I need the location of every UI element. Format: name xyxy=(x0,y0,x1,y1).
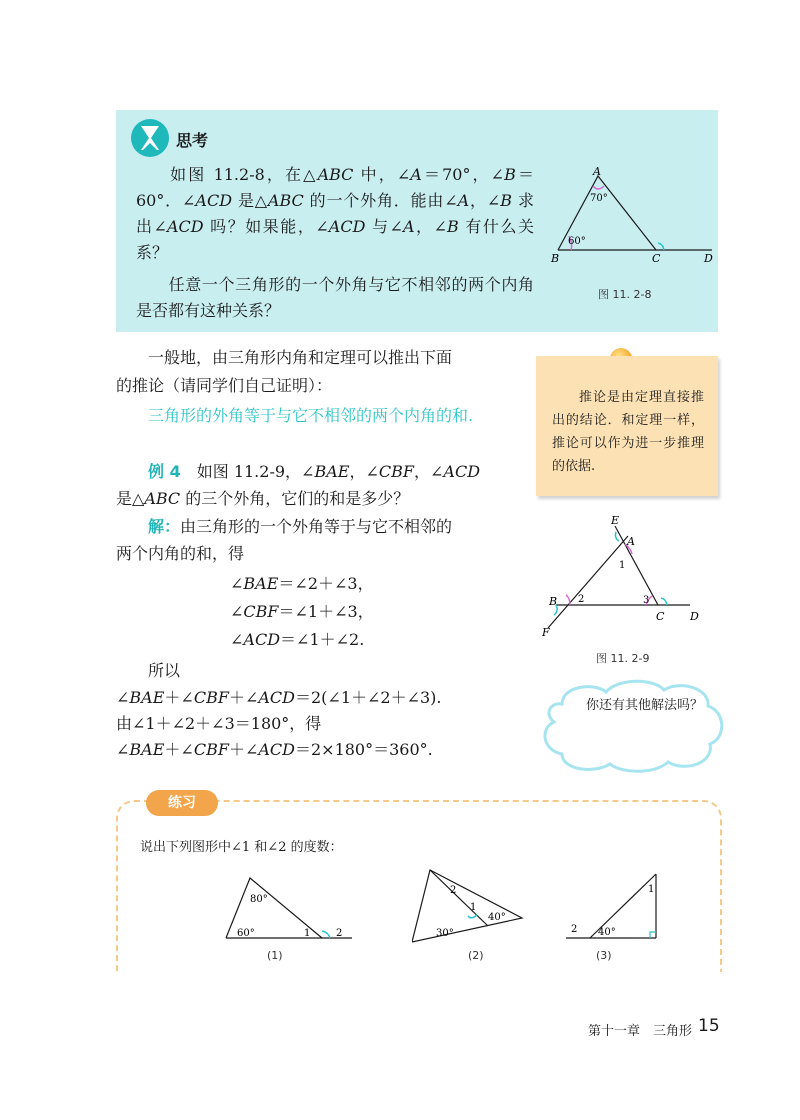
fig8-label-b: B xyxy=(551,252,560,265)
pf3-caption: (3) xyxy=(596,949,612,962)
hourglass-icon xyxy=(130,118,170,158)
thought-cloud xyxy=(532,676,728,776)
sum-equation-2: ∠BAE＋∠CBF＋∠ACD＝2×180°＝360°. xyxy=(116,740,433,759)
corollary: 三角形的外角等于与它不相邻的两个内角的和. xyxy=(148,406,474,425)
pf3-num-1: 1 xyxy=(648,884,655,895)
pf1-angle-b: 60° xyxy=(237,928,255,939)
note-text: 推论是由定理直接推出的结论．和定理一样，推论可以作为进一步推理的依据. xyxy=(552,390,704,474)
fig9-num-1: 1 xyxy=(619,560,626,571)
example-intro-2: 是△ABC 的三个外角，它们的和是多少？ xyxy=(116,489,410,508)
fig8-label-c: C xyxy=(652,252,661,265)
sum-equation-1: ∠BAE＋∠CBF＋∠ACD＝2(∠1＋∠2＋∠3). xyxy=(116,688,442,707)
pf3-angle-a: 40° xyxy=(598,927,616,938)
figure-11-2-9 xyxy=(536,512,716,642)
since-text: 由∠1＋∠2＋∠3＝180°，得 xyxy=(116,714,322,733)
practice-figure-2 xyxy=(412,864,532,946)
pf2-num-2: 2 xyxy=(450,885,457,896)
pf2-num-1: 1 xyxy=(470,902,477,913)
fig8-caption: 图 11. 2-8 xyxy=(598,288,652,301)
solution-line-1: 解：由三角形的一个外角等于与它不相邻的 xyxy=(148,517,453,536)
practice-prompt: 说出下列图形中∠1 和∠2 的度数： xyxy=(140,840,343,855)
equation-3: ∠ACD＝∠1＋∠2. xyxy=(230,630,365,649)
pf1-caption: (1) xyxy=(267,949,283,962)
figure-11-2-8 xyxy=(548,160,718,270)
pf3-num-2: 2 xyxy=(571,924,578,935)
fig9-label-d: D xyxy=(690,610,699,623)
think-question-2: 任意一个三角形的一个外角与它不相邻的两个内角是否都有这种关系？ xyxy=(136,275,534,320)
fig9-label-a: A xyxy=(627,535,635,548)
fig8-label-a: A xyxy=(593,165,601,178)
solution-line-2: 两个内角的和，得 xyxy=(116,544,245,563)
page-number: 15 xyxy=(698,1016,720,1036)
fig9-caption: 图 11. 2-9 xyxy=(596,652,650,665)
chapter-footer: 第十一章 三角形 xyxy=(588,1024,693,1039)
body-line-2: 的推论（请同学们自己证明）： xyxy=(116,376,333,395)
practice-figure-1 xyxy=(220,870,360,946)
pf2-caption: (2) xyxy=(468,949,484,962)
think-title: 思考 xyxy=(176,131,209,150)
example-intro: 例 4 如图 11.2-9，∠BAE，∠CBF，∠ACD xyxy=(148,462,481,481)
fig9-label-e: E xyxy=(611,514,620,527)
fig8-angle-a: 70° xyxy=(590,193,608,204)
think-question: 如图 11.2-8，在△ABC 中，∠A＝70°，∠B＝60°．∠ACD 是△ABC 的一个外角．能由∠A，∠B 求出∠ACD 吗？如果能，∠ACD 与∠A，∠B 有什么关系？ xyxy=(136,165,534,262)
fig8-angle-b: 60° xyxy=(568,236,586,247)
fig9-num-3: 3 xyxy=(643,595,650,606)
body-line-1: 一般地，由三角形内角和定理可以推出下面 xyxy=(148,348,453,367)
fig9-num-2: 2 xyxy=(578,594,585,605)
pf1-num-1: 1 xyxy=(304,928,311,939)
pf1-angle-a: 80° xyxy=(250,894,268,905)
practice-label: 练习 xyxy=(146,790,218,816)
pf2-angle-b: 40° xyxy=(488,912,506,923)
pf1-num-2: 2 xyxy=(336,928,343,939)
fig9-label-f: F xyxy=(542,626,550,639)
practice-figure-3 xyxy=(564,868,664,946)
so-text: 所以 xyxy=(148,661,181,680)
fig9-label-c: C xyxy=(656,610,665,623)
cloud-text: 你还有其他解法吗？ xyxy=(586,698,704,713)
equation-1: ∠BAE＝∠2＋∠3， xyxy=(230,574,374,593)
fig9-label-b: B xyxy=(549,595,558,608)
fig8-label-d: D xyxy=(704,252,713,265)
equation-2: ∠CBF＝∠1＋∠3， xyxy=(230,602,374,621)
pf2-angle-a: 30° xyxy=(436,928,454,939)
